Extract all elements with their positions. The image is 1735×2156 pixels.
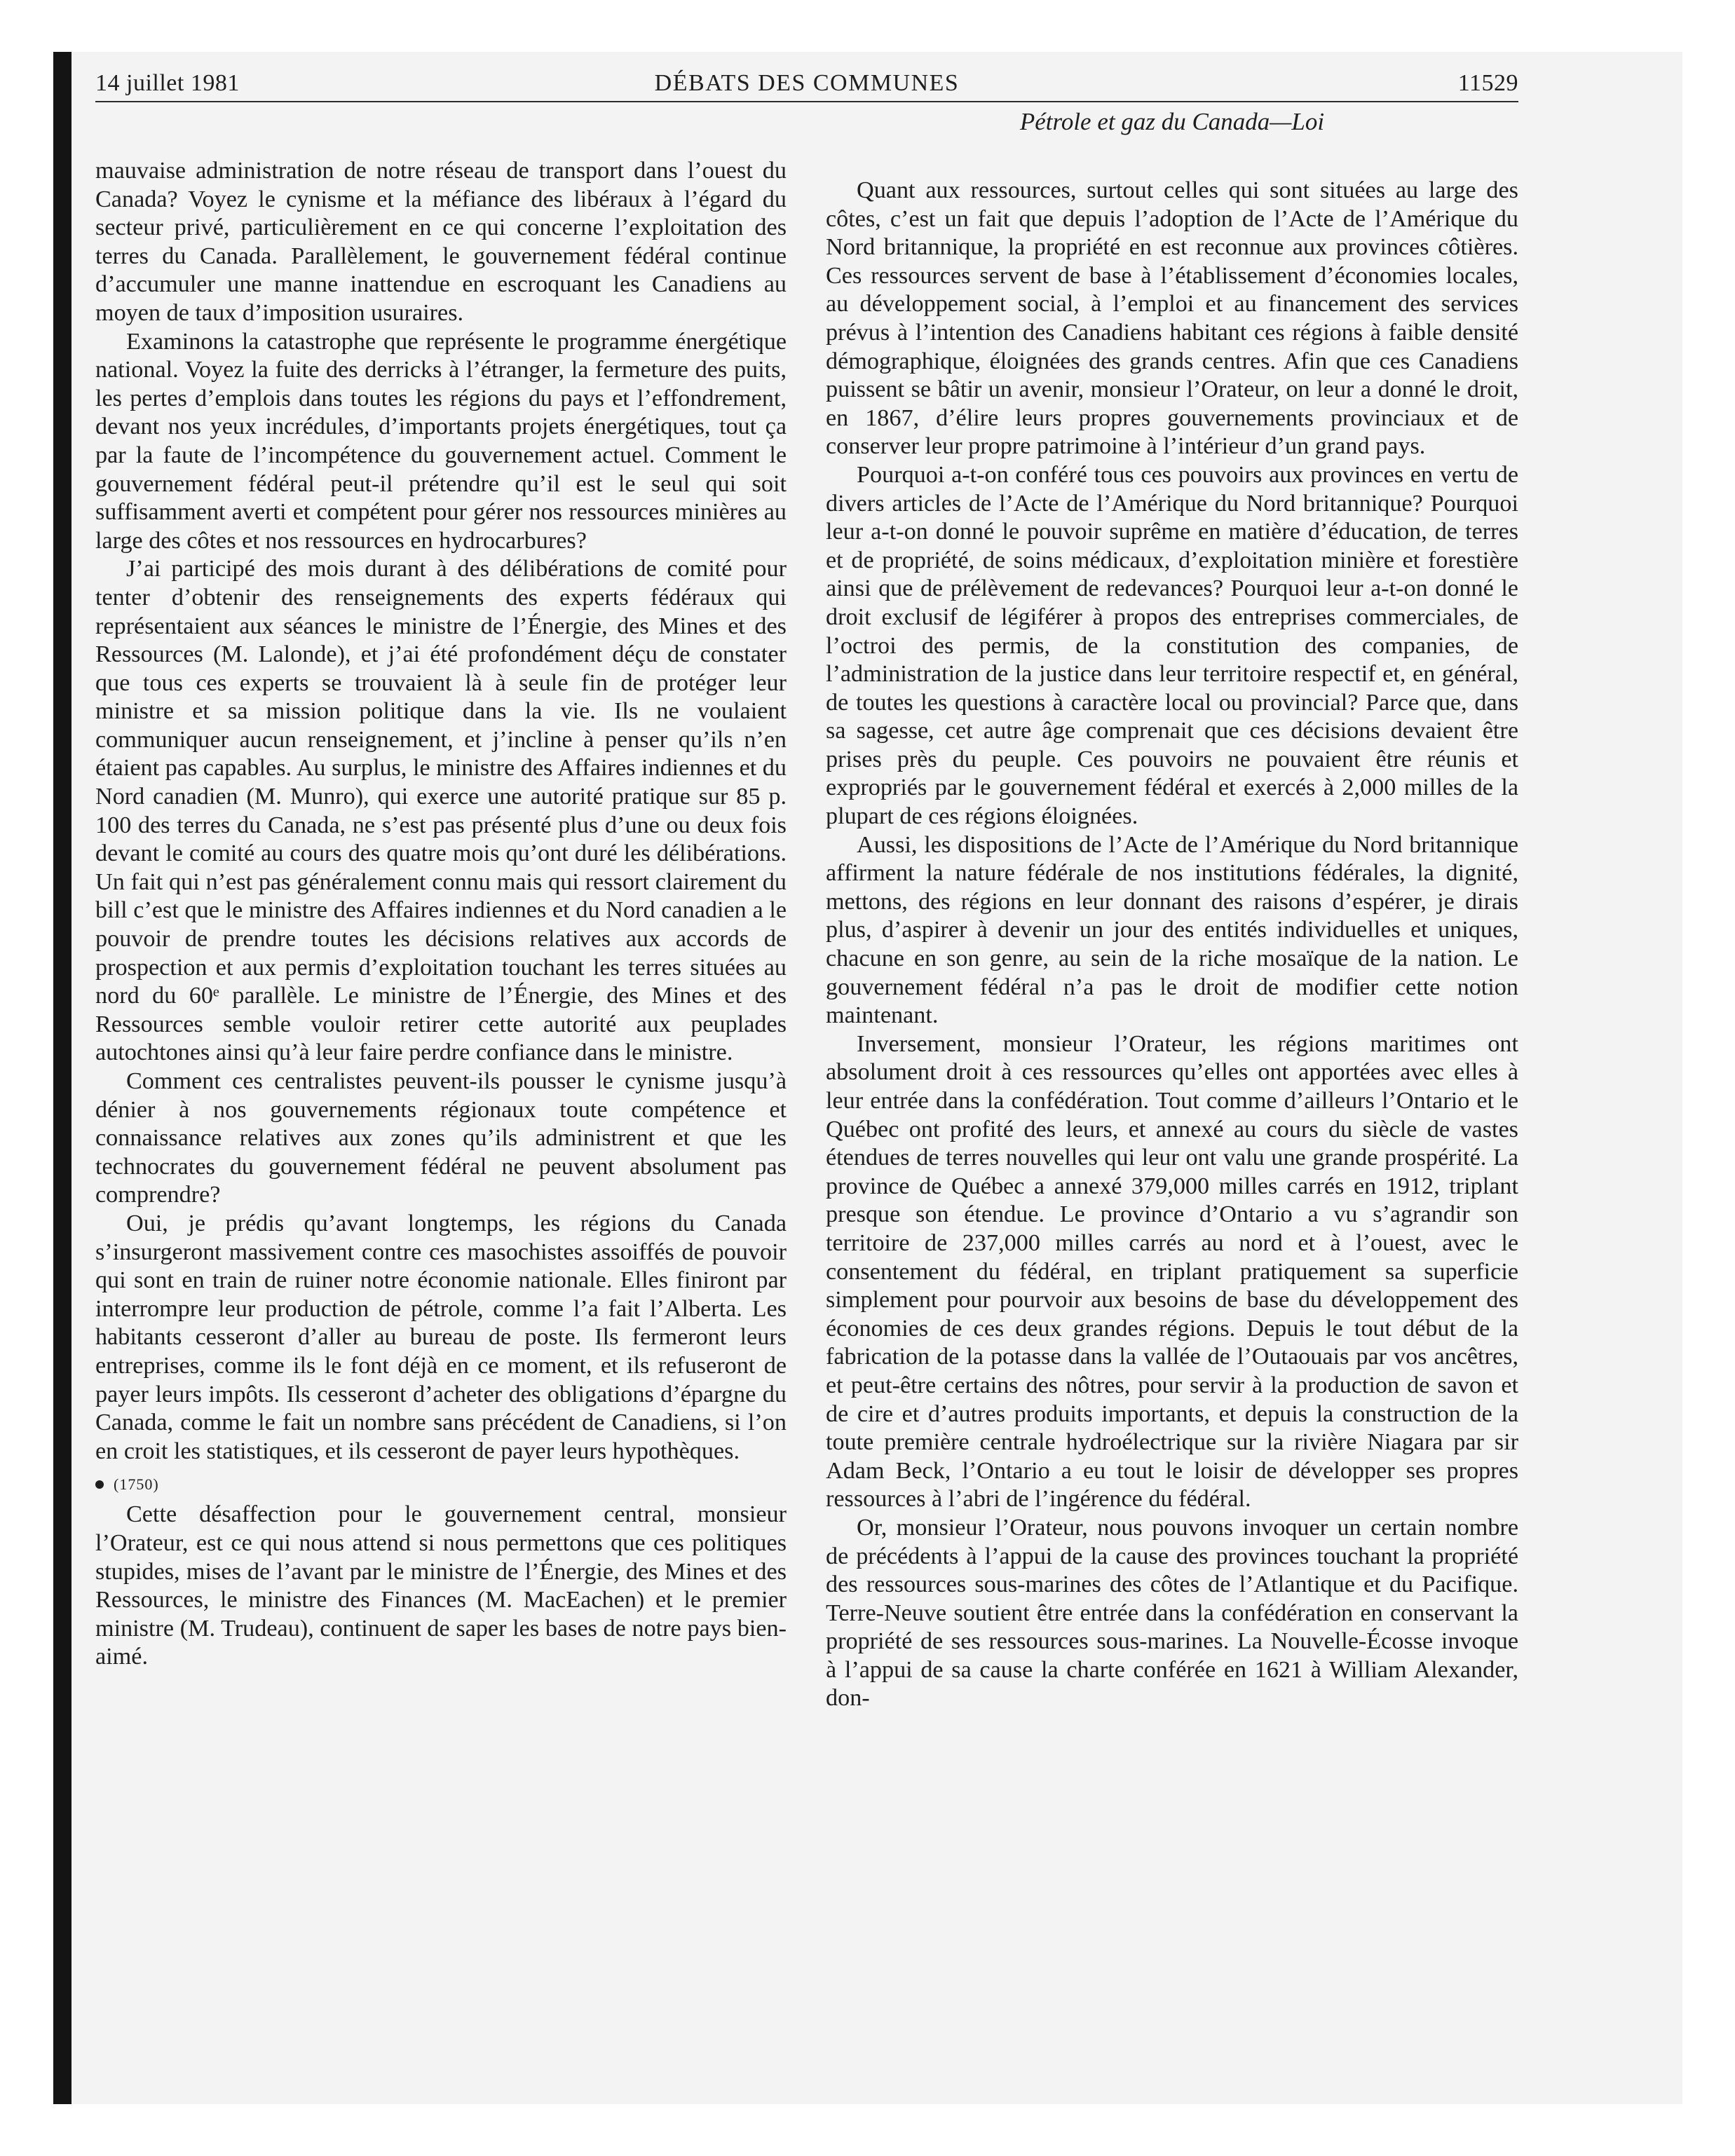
paragraph: Pourquoi a-t-on conféré tous ces pouvoirs aux provinces en vertu de divers articles de l’Acte de l’Amérique du Nord britannique? Pourquoi leur a-t-on donné le pouvoir suprême en matière d’éducation, de terres et de propriété, de soins médicaux, d’exploitation minière et forestière ainsi que de prélèvement de redevances? Pourquoi leur a-t-on donné le droit exclusif de légiférer à propos des entreprises commerciales, de l’octroi des permis, de la constitution des companies, de l’administration de la justice dans leur territoire respectif et, en général, de toutes les questions à caractère local ou provincial? Parce que, dans sa sagesse, cet autre âge comprenait que ces décisions devaient être prises près du peuple. Ces pouvoirs ne pouvaient être réunis et expropriés par le gouvernement fédéral et exercés à 2,000 milles de la plupart de ces régions éloignées. bbox=[826, 461, 1518, 830]
paragraph: Quant aux ressources, surtout celles qui sont situées au large des côtes, c’est un fait que depuis l’adoption de l’Acte de l’Amérique du Nord britannique, la propriété en est reconnue aux provinces côtières. Ces ressources servent de base à l’établissement d’économies locales, au développement social, à l’emploi et au financement des services prévus à l’intention des Canadiens habitant ces régions à faible densité démographique, éloignées des grands centres. Afin que ces Canadiens puissent se bâtir un avenir, monsieur l’Orateur, on leur a donné le droit, en 1867, d’élire leurs propres gouvernements provinciaux et de conserver leur propre patrimoine à l’intérieur d’un grand pays. bbox=[826, 177, 1518, 460]
time-marker-label: (1750) bbox=[114, 1475, 159, 1494]
paragraph: Aussi, les dispositions de l’Acte de l’Amérique du Nord britannique affirment la nature fédérale de nos institutions fédérales, la dignité, mettons, des régions en leur donnant des raisons d’espérer, je dirais plus, d’aspirer à devenir un jour des entités individuelles et uniques, chacune en son genre, au sein de la riche mosaïque de la nation. Le gouvernement fédéral n’a pas le droit de modifier cette notion maintenant. bbox=[826, 831, 1518, 1029]
time-marker bbox=[95, 1473, 787, 1496]
bullet-icon bbox=[95, 1480, 104, 1489]
paragraph: Cette désaffection pour le gouvernement central, monsieur l’Orateur, est ce qui nous attend si nous permettons que ces politiques stupides, mises de l’avant par le ministre de l’Énergie, des Mines et des Ressources, le ministre des Finances (M. MacEachen) et le premier ministre (M. Trudeau), continuent de saper les bases de notre pays bien-aimé. bbox=[95, 1501, 787, 1670]
paragraph: J’ai participé des mois durant à des délibérations de comité pour tenter d’obtenir des renseignements des experts fédéraux qui représentaient aux séances le ministre de l’Énergie, des Mines et des Ressources (M. Lalonde), et j’ai été profondément déçu de constater que tous ces experts se trouvaient là à seule fin de protéger leur ministre et sa mission politique dans la vie. Ils ne voulaient communiquer aucun renseignement, et j’incline à penser qu’ils n’en étaient pas capables. Au surplus, le ministre des Affaires indiennes et du Nord canadien (M. Munro), qui exerce une autorité pratique sur 85 p. 100 des terres du Canada, ne s’est pas présenté plus d’une ou deux fois devant le comité au cours des quatre mois qu’ont duré les délibérations. Un fait qui n’est pas généralement connu mais qui ressort clairement du bill c’est que le ministre des Affaires indiennes et du Nord canadien a le pouvoir de prendre toutes les décisions relatives aux accords de prospection et aux permis d’exploitation touchant les terres situées au nord du 60ᵉ parallèle. Le ministre de l’Énergie, des Mines et des Ressources semble vouloir retirer cette autorité aux peuplades autochtones ainsi qu’à leur faire perdre confiance dans le ministre. bbox=[95, 556, 787, 1066]
page-header bbox=[95, 70, 1518, 105]
header-journal-title: DÉBATS DES COMMUNES bbox=[654, 70, 960, 96]
paragraph: Examinons la catastrophe que représente le programme énergétique national. Voyez la fuite des derricks à l’étranger, la fermeture des puits, les pertes d’emplois dans toutes les régions du pays et l’effondrement, devant nos yeux incrédules, d’importants projets énergétiques, tout ça par la faute de l’incompétence du gouvernement actuel. Comment le gouvernement fédéral peut-il prétendre qu’il est le seul qui soit suffisamment averti et compétent pour gérer nos ressources minières au large des côtes et nos ressources en hydrocarbures? bbox=[95, 328, 787, 554]
section-title: Pétrole et gaz du Canada—Loi bbox=[1019, 108, 1325, 135]
right-column bbox=[826, 177, 1518, 1713]
header-date: 14 juillet 1981 bbox=[95, 70, 240, 96]
paragraph: Or, monsieur l’Orateur, nous pouvons invoquer un certain nombre de précédents à l’appui de la cause des provinces touchant la propriété des ressources sous-marines des côtes de l’Atlantique et du Pacifique. Terre-Neuve soutient être entrée dans la confédération en conservant la propriété de ses ressources sous-marines. La Nouvelle-Écosse invoque à l’appui de sa cause la charte conférée en 1621 à William Alexander, don- bbox=[826, 1514, 1518, 1712]
paragraph: Inversement, monsieur l’Orateur, les régions maritimes ont absolument droit à ces ressources qu’elles ont apportées avec elles à leur entrée dans la confédération. Tout comme d’ailleurs l’Ontario et le Québec ont profité des leurs, et annexé au cours du siècle de vastes étendues de terres nouvelles qui leur ont valu une grande prospérité. La province de Québec a annexé 379,000 milles carrés en 1912, triplant presque son étendue. Le province d’Ontario a vu s’agrandir son territoire de 237,000 milles carrés au nord et à l’ouest, avec le consentement du fédéral, en triplant pratiquement sa superficie simplement pour pourvoir aux besoins de base du développement des économies de ces deux grandes régions. Depuis le tout début de la fabrication de la potasse dans la vallée de l’Outaouais par vos ancêtres, et peut-être certains des nôtres, pour servir à la production de savon et de cire et d’autres produits importants, et depuis la construction de la toute première centrale hydroélectrique sur la rivière Niagara par sir Adam Beck, l’Ontario a eu tout le loisir de développer ses propres ressources à l’abri de l’ingérence du fédéral. bbox=[826, 1030, 1518, 1513]
header-page-number: 11529 bbox=[1457, 70, 1518, 96]
paragraph: Oui, je prédis qu’avant longtemps, les régions du Canada s’insurgeront massivement contre ces masochistes assoiffés de pouvoir qui sont en train de ruiner notre économie nationale. Elles finiront par interrompre leur production de pétrole, comme l’a fait l’Alberta. Les habitants cesseront d’aller au bureau de poste. Ils fermeront leurs entreprises, comme ils le font déjà en ce moment, et ils refuseront de payer leurs impôts. Ils cesseront d’acheter des obligations d’épargne du Canada, comme le fait un nombre sans précédent de Canadiens, si l’on en croit les statistiques, et ils cesseront de payer leurs hypothèques. bbox=[95, 1210, 787, 1464]
left-column bbox=[95, 157, 787, 1672]
binding-edge bbox=[53, 52, 72, 2104]
header-rule bbox=[95, 101, 1518, 102]
paragraph: Comment ces centralistes peuvent-ils pousser le cynisme jusqu’à dénier à nos gouvernements régionaux toute compétence et connaissance relatives aux zones qu’ils administrent et que les technocrates du gouvernement fédéral ne peuvent absolument pas comprendre? bbox=[95, 1068, 787, 1208]
paragraph: mauvaise administration de notre réseau de transport dans l’ouest du Canada? Voyez le cynisme et la méfiance des libéraux à l’égard du secteur privé, particulièrement en ce qui concerne l’exploitation des terres du Canada. Parallèlement, le gouvernement fédéral continue d’accumuler une manne inattendue en escroquant les Canadiens au moyen de taux d’imposition usuraires. bbox=[95, 158, 787, 326]
